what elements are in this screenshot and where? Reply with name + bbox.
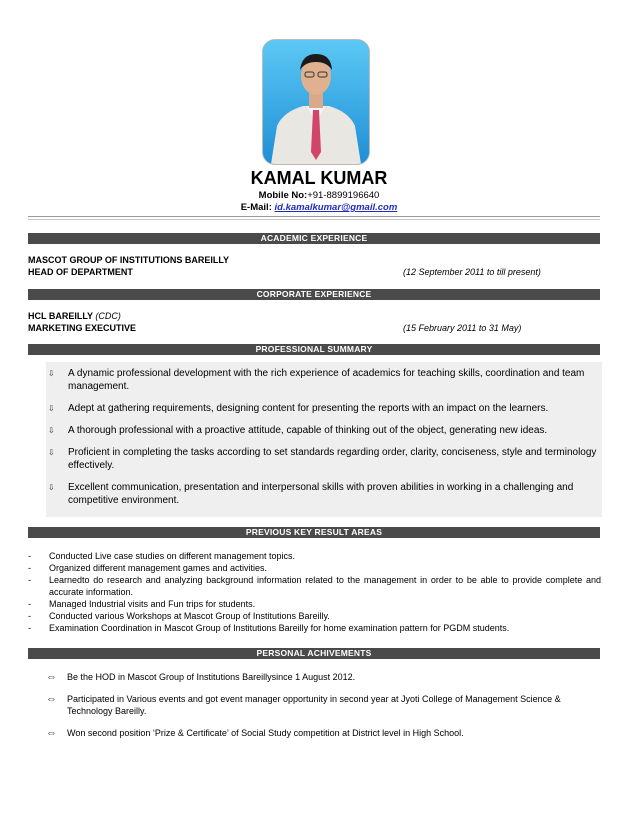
email-link[interactable]: id.kamalkumar@gmail.com	[274, 202, 398, 213]
header-divider	[28, 216, 600, 217]
mobile-number: +91-8899196640	[307, 190, 380, 201]
candidate-name: KAMAL KUMAR	[250, 168, 388, 188]
email-label: E-Mail:	[240, 202, 272, 213]
achievement-text: Be the HOD in Mascot Group of Institutions Bareillysince 1 August 2012.	[67, 672, 356, 682]
email-line	[0, 202, 638, 213]
result-text: Conducted various Workshops at Mascot Group of Institutions Bareilly.	[49, 611, 330, 621]
section-bar-academic: ACADEMIC EXPERIENCE	[28, 233, 600, 244]
result-text: Organized different management games and activities.	[49, 563, 267, 573]
corporate-org-note: (CDC)	[95, 311, 121, 321]
corporate-org: HCL BAREILLY	[28, 311, 93, 321]
bullet-icon: ⇩	[48, 369, 55, 378]
result-text: Learnedto do research and analyzing background information related to the management in order to be able to provide complete and accurate information.	[49, 575, 601, 597]
summary-text: A dynamic professional development with the rich experience of academics for teaching skills, coordination and team management.	[68, 368, 585, 392]
dash-icon: -	[28, 611, 31, 621]
dash-icon: -	[28, 563, 31, 573]
bullet-icon: ⇩	[48, 483, 55, 492]
section-bar-corporate: CORPORATE EXPERIENCE	[28, 289, 600, 300]
academic-org: MASCOT GROUP OF INSTITUTIONS BAREILLY	[28, 255, 230, 265]
summary-text: Proficient in completing the tasks according to set standards regarding order, clarity, conciseness, style and terminology effectively.	[68, 447, 597, 471]
double-arrow-icon: ⇔	[46, 693, 57, 705]
profile-photo	[263, 40, 369, 164]
bullet-icon: ⇩	[48, 448, 55, 457]
person-portrait-icon	[263, 40, 369, 164]
bullet-icon: ⇩	[48, 426, 55, 435]
result-text: Managed Industrial visits and Fun trips for students.	[49, 599, 256, 609]
double-arrow-icon: ⇔	[46, 671, 57, 683]
academic-role: HEAD OF DEPARTMENT	[28, 267, 133, 277]
dash-icon: -	[28, 575, 31, 585]
mobile-line	[0, 190, 638, 201]
section-bar-summary: PROFESSIONAL SUMMARY	[28, 344, 600, 355]
summary-text: A thorough professional with a proactive attitude, capable of thinking out of the object, generating new ideas.	[68, 425, 548, 436]
result-text: Conducted Live case studies on different management topics.	[49, 551, 295, 561]
summary-text: Adept at gathering requirements, designing content for presenting the reports with an impact on the learners.	[68, 403, 549, 414]
corporate-dates: (15 February 2011 to 31 May)	[403, 323, 522, 333]
corporate-role: MARKETING EXECUTIVE	[28, 323, 137, 333]
achievement-text: Won second position ‘Prize & Certificate’ of Social Study competition at District level in High School.	[67, 728, 464, 738]
mobile-label: Mobile No:	[258, 190, 308, 201]
dash-icon: -	[28, 599, 31, 609]
dash-icon: -	[28, 623, 31, 633]
corporate-org-line	[28, 311, 121, 321]
result-text: Examination Coordination in Mascot Group of Institutions Bareilly for home examination pattern for PGDM students.	[49, 623, 510, 633]
double-arrow-icon: ⇔	[46, 727, 57, 739]
achievement-text: Participated in Various events and got event manager opportunity in second year at Jyoti College of Management Science & Technology Bareilly.	[67, 694, 561, 716]
section-bar-results: PREVIOUS KEY RESULT AREAS	[28, 527, 600, 538]
summary-text: Excellent communication, presentation and interpersonal skills with proven abilities in working in a challenging and competitive environment.	[68, 482, 574, 506]
bullet-icon: ⇩	[48, 404, 55, 413]
dash-icon: -	[28, 551, 31, 561]
header-divider-thin	[28, 219, 600, 220]
academic-dates: (12 September 2011 to till present)	[403, 267, 541, 277]
section-bar-achievements: PERSONAL ACHIVEMENTS	[28, 648, 600, 659]
